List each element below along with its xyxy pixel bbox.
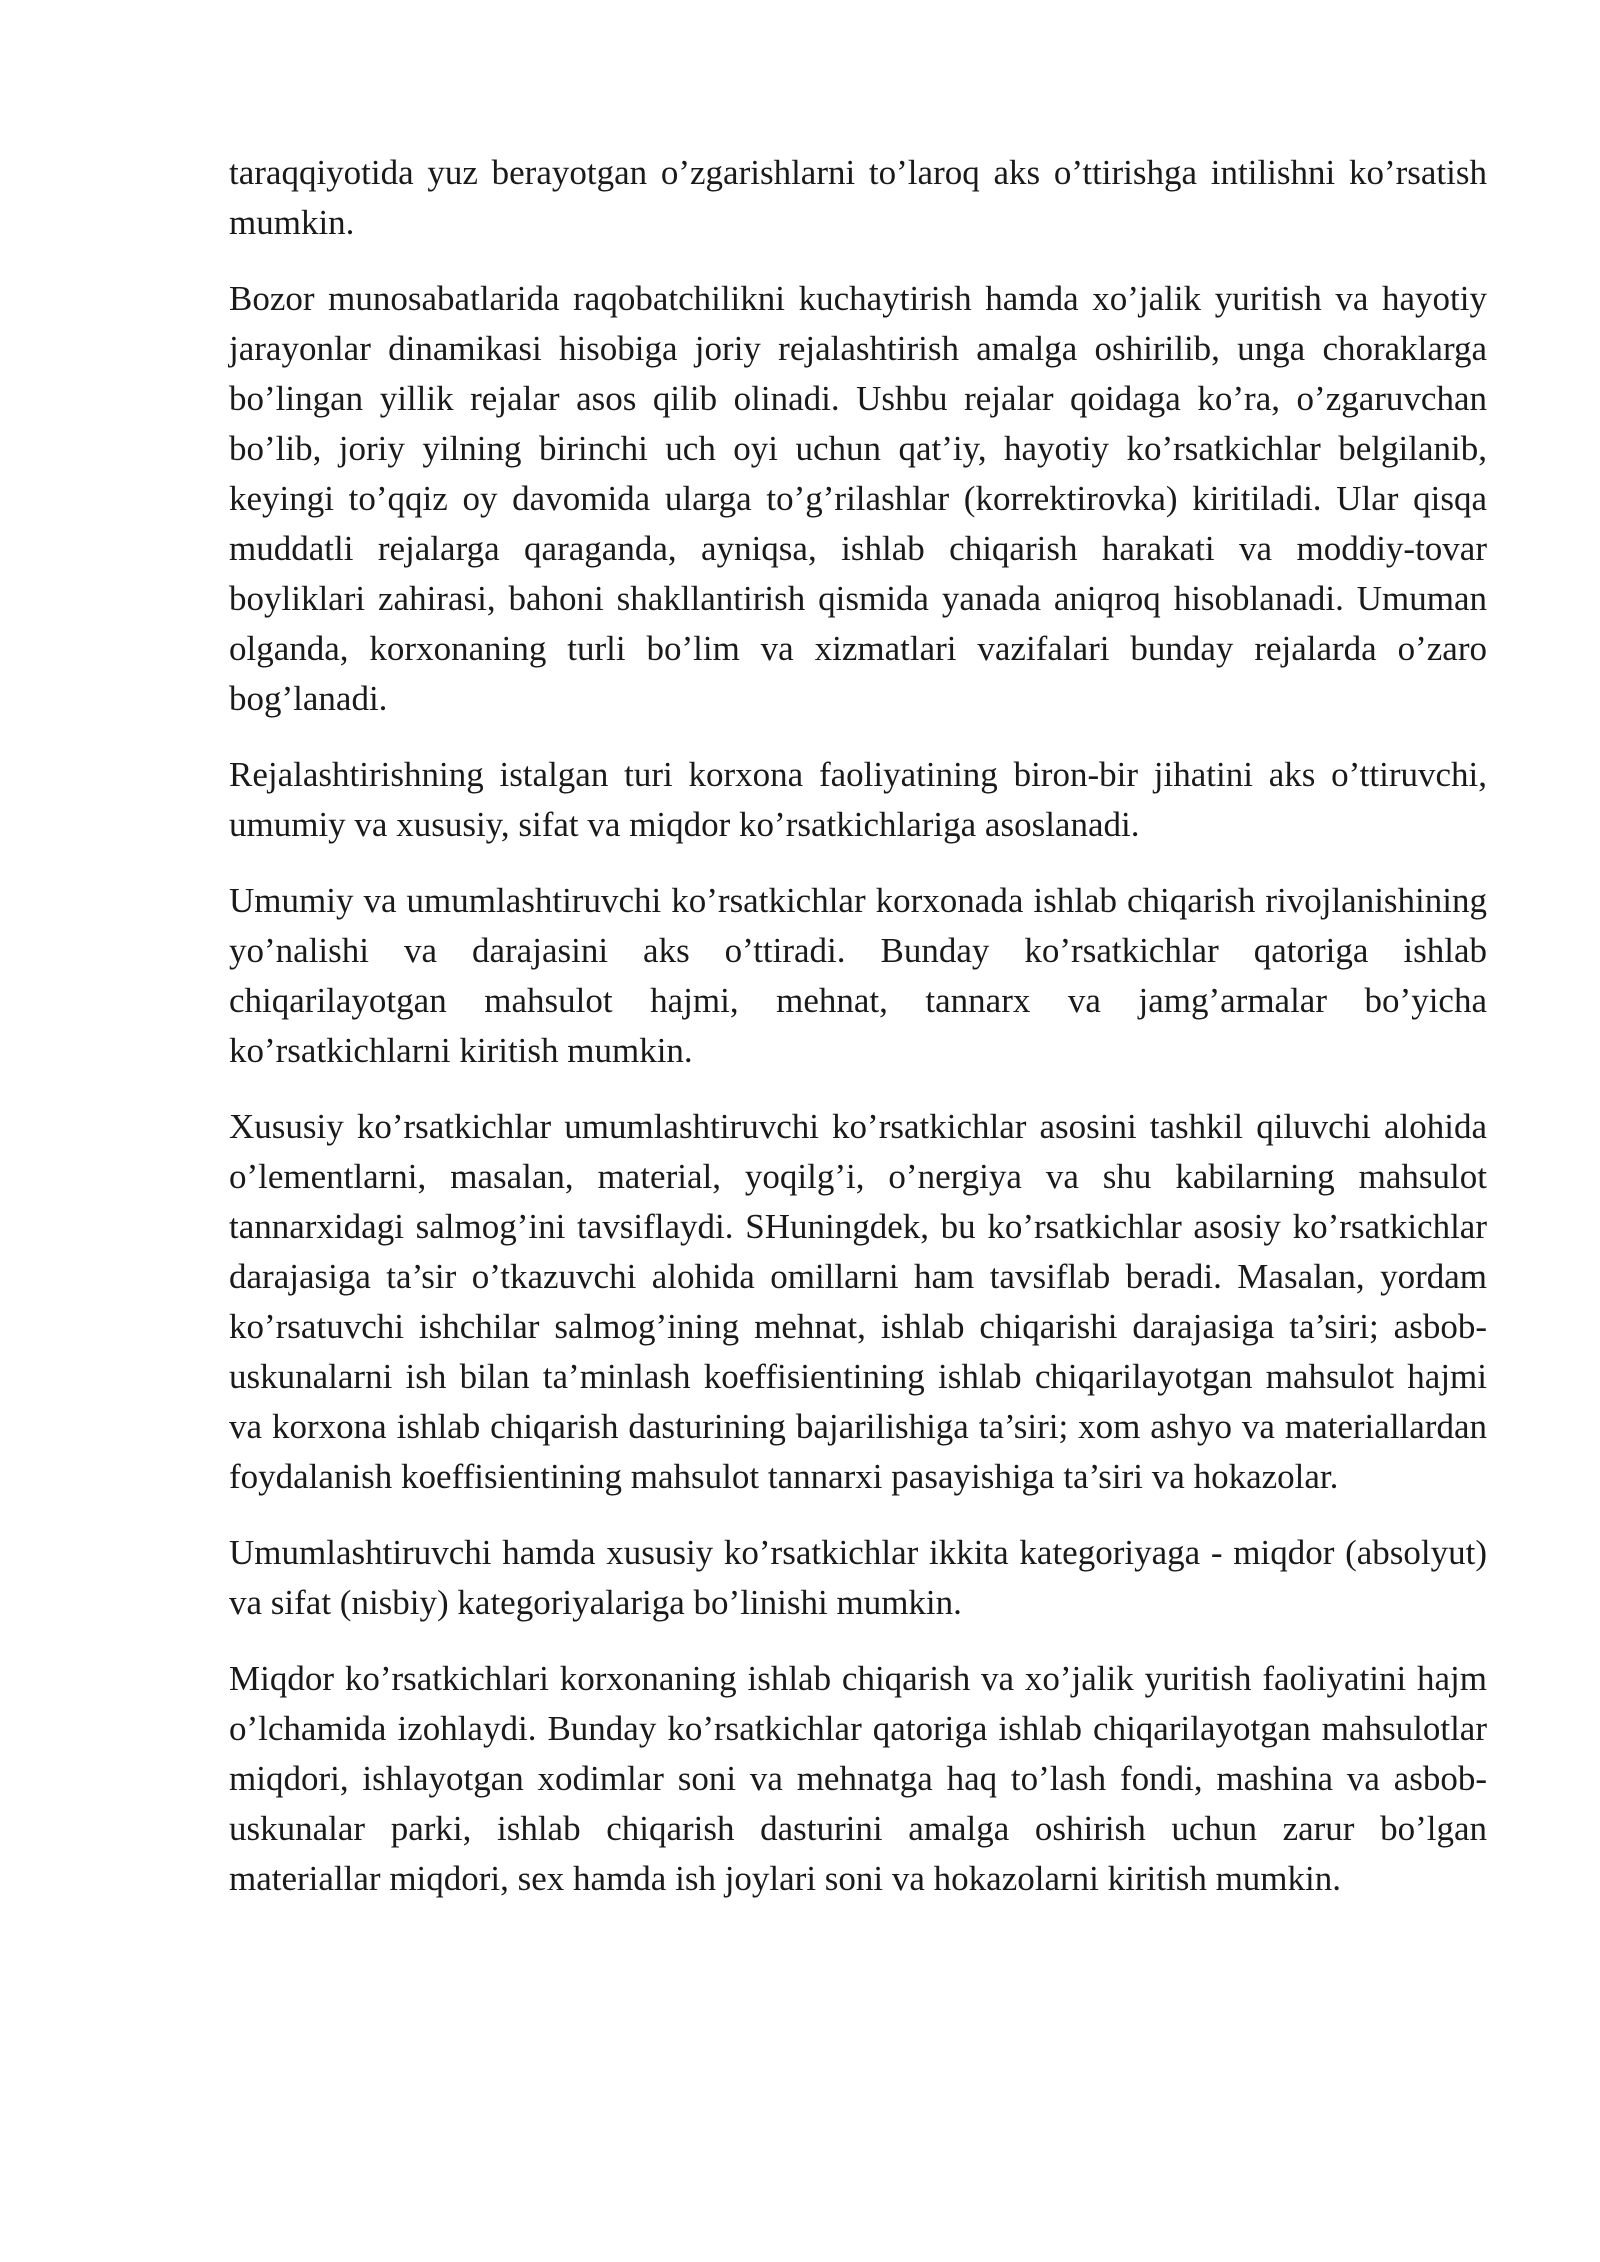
paragraph-1: taraqqiyotida yuz berayotgan o’zgarishlarni to’laroq aks o’ttirishga intilishni ko’rsatish mumkin. [229, 153, 1487, 242]
paragraph-3: Rejalashtirishning istalgan turi korxona faoliyatining biron-bir jihatini aks o’ttiruvchi, umumiy va xususiy, sifat va miqdor ko’rsatkichlariga asoslanadi. [229, 755, 1487, 844]
paragraph-5: Xususiy ko’rsatkichlar umumlashtiruvchi ko’rsatkichlar asosini tashkil qiluvchi alohida o’lementlarni, masalan, material, yoqilg’i, o’nergiya va shu kabilarning mahsulot tannarxidagi salmog’ini tavsiflaydi. SHuningdek, bu ko’rsatkichlar asosiy ko’rsatkichlar darajasiga ta’sir o’tkazuvchi alohida omillarni ham tavsiflab beradi. Masalan, yordam ko’rsatuvchi ishchilar salmog’ining mehnat, ishlab chiqarishi darajasiga ta’siri; asbob-uskunalarni ish bilan ta’minlash koeffisientining ishlab chiqarilayotgan mahsulot hajmi va korxona ishlab chiqarish dasturining bajarilishiga ta’siri; xom ashyo va materiallardan foydalanish koeffisientining mahsulot tannarxi pasayishiga ta’siri va hokazolar. [229, 1107, 1487, 1496]
paragraph-2: Bozor munosabatlarida raqobatchilikni kuchaytirish hamda xo’jalik yuritish va hayotiy jarayonlar dinamikasi hisobiga joriy rejalashtirish amalga oshirilib, unga choraklarga bo’lingan yillik rejalar asos qilib olinadi. Ushbu rejalar qoidaga ko’ra, o’zgaruvchan bo’lib, joriy yilning birinchi uch oyi uchun qat’iy, hayotiy ko’rsatkichlar belgilanib, keyingi to’qqiz oy davomida ularga to’g’rilashlar (korrektirovka) kiritiladi. Ular qisqa muddatli rejalarga qaraganda, ayniqsa, ishlab chiqarish harakati va moddiy-tovar boyliklari zahirasi, bahoni shakllantirish qismida yanada aniqroq hisoblanadi. Umuman olganda, korxonaning turli bo’lim va xizmatlari vazifalari bunday rejalarda o’zaro bog’lanadi. [229, 279, 1487, 718]
paragraph-7: Miqdor ko’rsatkichlari korxonaning ishlab chiqarish va xo’jalik yuritish faoliyatini hajm o’lchamida izohlaydi. Bunday ko’rsatkichlar qatoriga ishlab chiqarilayotgan mahsulotlar miqdori, ishlayotgan xodimlar soni va mehnatga haq to’lash fondi, mashina va asbob-uskunalar parki, ishlab chiqarish dasturini amalga oshirish uchun zarur bo’lgan materiallar miqdori, sex hamda ish joylari soni va hokazolarni kiritish mumkin. [229, 1659, 1487, 1898]
paragraph-4: Umumiy va umumlashtiruvchi ko’rsatkichlar korxonada ishlab chiqarish rivojlanishining yo’nalishi va darajasini aks o’ttiradi. Bunday ko’rsatkichlar qatoriga ishlab chiqarilayotgan mahsulot hajmi, mehnat, tannarx va jamg’armalar bo’yicha ko’rsatkichlarni kiritish mumkin. [229, 881, 1487, 1070]
document-body [229, 148, 1487, 1930]
paragraph-6: Umumlashtiruvchi hamda xususiy ko’rsatkichlar ikkita kategoriyaga - miqdor (absolyut) va sifat (nisbiy) kategoriyalariga bo’linishi mumkin. [229, 1533, 1487, 1622]
